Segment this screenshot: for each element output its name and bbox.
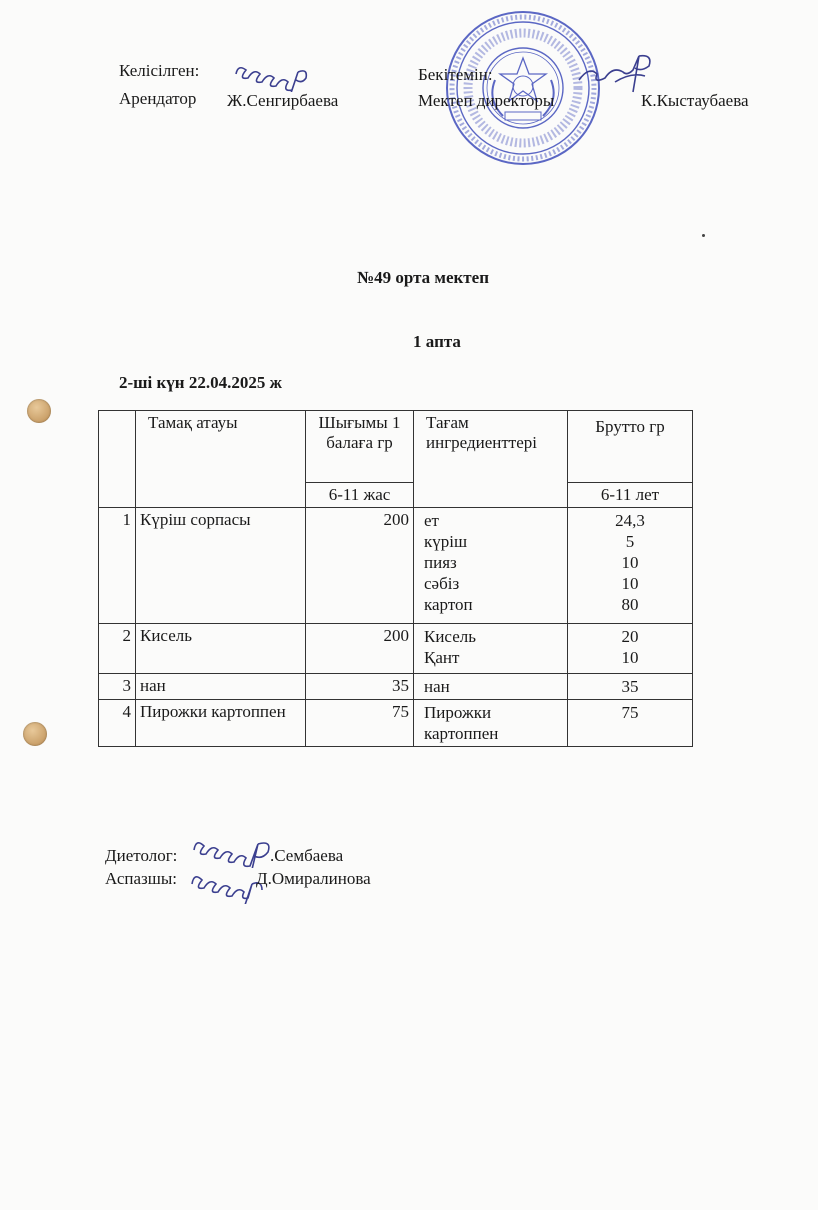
dietitian-name: .Сембаева	[270, 846, 344, 865]
yield-value: 200	[306, 508, 414, 624]
table-row	[99, 624, 693, 674]
brutto-value: 10	[621, 553, 639, 572]
tenant-label: Арендатор	[119, 89, 197, 108]
header-brutto: Брутто гр	[568, 411, 693, 483]
brutto-value: 10	[621, 648, 639, 667]
brutto-value: 75	[621, 703, 639, 722]
cook-name: Д.Омиралинова	[256, 869, 371, 888]
ingredient-item: күріш	[424, 532, 468, 551]
brutto-value: 20	[621, 627, 639, 646]
ingredient-item: пияз	[424, 553, 457, 572]
brutto-value: 24,3	[615, 511, 645, 530]
director-signature	[575, 52, 663, 98]
director-name: К.Кыстаубаева	[641, 91, 749, 110]
dish-name: Күріш сорпасы	[136, 508, 306, 624]
row-number: 2	[99, 624, 136, 674]
yield-value: 200	[306, 624, 414, 674]
cook-label: Аспазшы:	[105, 869, 177, 888]
header-dish-name: Тамақ атауы	[136, 411, 306, 508]
dietitian-label: Диетолог:	[105, 846, 178, 865]
school-title: №49 орта мектеп	[357, 268, 489, 287]
ingredient-item: ет	[424, 511, 439, 530]
yield-value: 75	[306, 700, 414, 747]
brutto-cell	[568, 700, 693, 747]
header-ingredients: Тағам ингредиенттері	[414, 411, 568, 508]
ingredient-item: Кисель	[424, 627, 476, 646]
ingredients-cell	[414, 700, 568, 747]
ingredient-item: нан	[424, 677, 450, 696]
menu-table	[98, 410, 693, 747]
header-yield: Шығымы 1 балаға гр	[306, 411, 414, 483]
table-row	[99, 700, 693, 747]
ingredient-item: сәбіз	[424, 574, 460, 593]
brutto-value: 35	[621, 677, 639, 696]
ingredients-cell	[414, 508, 568, 624]
approved-label: Бекітемін:	[418, 65, 493, 84]
day-label: 2-ші күн 22.04.2025 ж	[119, 373, 282, 392]
dish-name: Кисель	[136, 624, 306, 674]
dish-name: Пирожки картоппен	[136, 700, 306, 747]
punch-hole-bottom	[23, 722, 47, 746]
agreed-label: Келісілген:	[119, 61, 200, 80]
director-label: Мектеп директоры	[418, 91, 555, 110]
ingredients-cell	[414, 674, 568, 700]
header-num	[99, 411, 136, 508]
row-number: 3	[99, 674, 136, 700]
ingredient-item: Қант	[424, 648, 460, 667]
tenant-signature	[228, 52, 312, 92]
speck	[702, 234, 705, 237]
brutto-cell	[568, 624, 693, 674]
ingredient-item: Пирожки картоппен	[424, 703, 499, 743]
row-number: 4	[99, 700, 136, 747]
table-row	[99, 508, 693, 624]
punch-hole-top	[27, 399, 51, 423]
table-row	[99, 674, 693, 700]
brutto-cell	[568, 508, 693, 624]
ingredient-item: картоп	[424, 595, 473, 614]
brutto-value: 10	[621, 574, 639, 593]
subheader-yield-age: 6-11 жас	[306, 483, 414, 508]
brutto-cell	[568, 674, 693, 700]
row-number: 1	[99, 508, 136, 624]
subheader-brutto-age: 6-11 лет	[568, 483, 693, 508]
tenant-name: Ж.Сенгирбаева	[227, 91, 339, 110]
week-label: 1 апта	[413, 332, 461, 351]
brutto-value: 5	[625, 532, 635, 551]
ingredients-cell	[414, 624, 568, 674]
dish-name: нан	[136, 674, 306, 700]
brutto-value: 80	[621, 595, 639, 614]
yield-value: 35	[306, 674, 414, 700]
